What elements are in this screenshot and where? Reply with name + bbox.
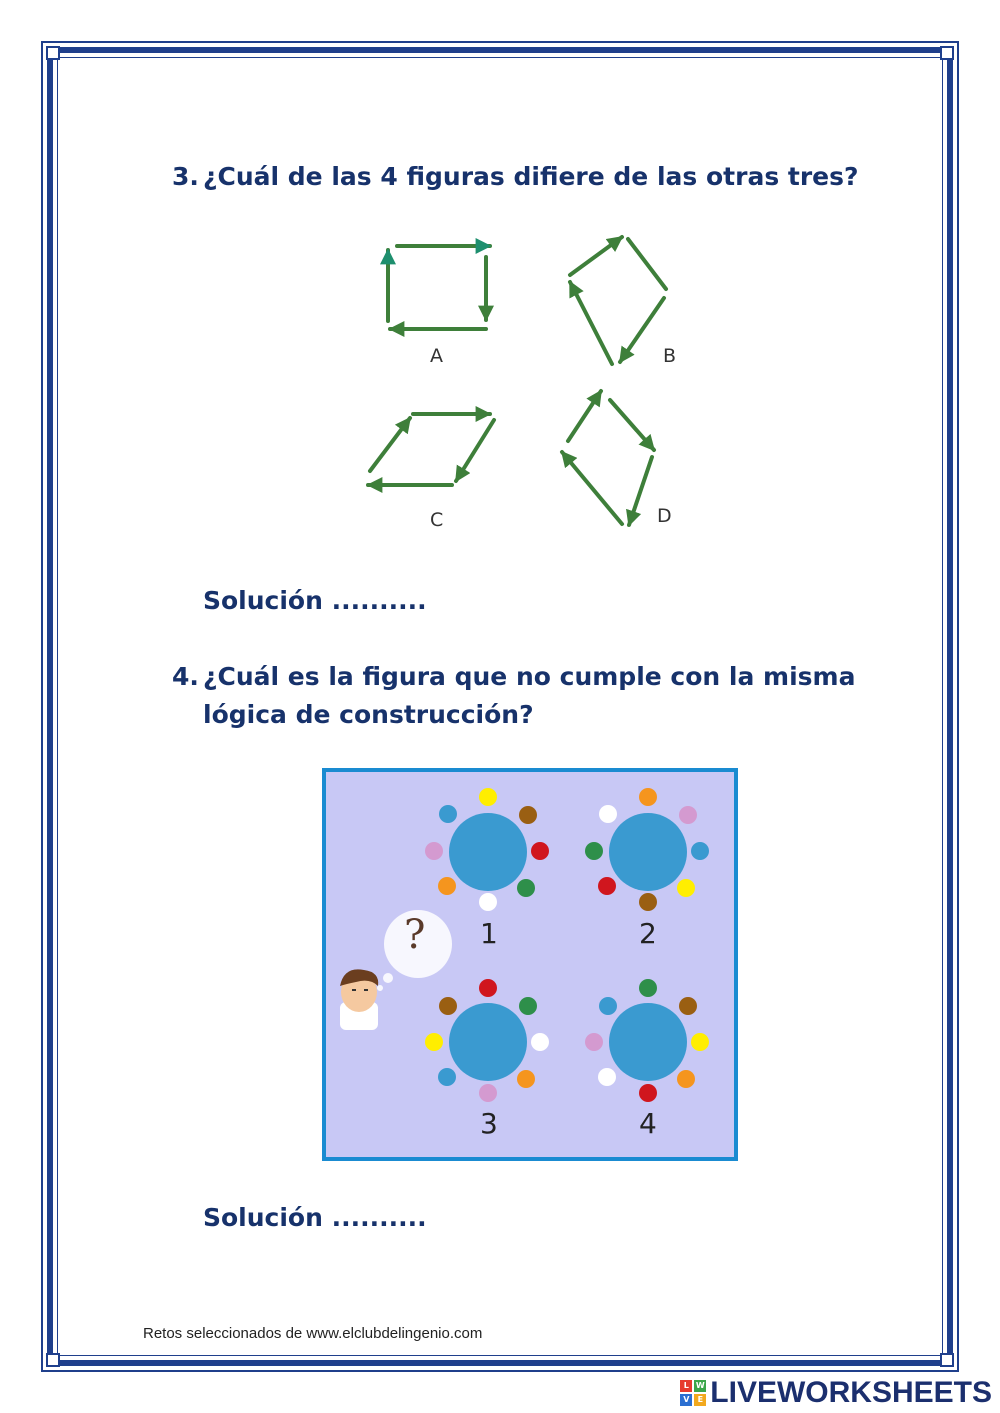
liveworksheets-name: LIVEWORKSHEETS [710, 1376, 992, 1409]
question-4-figures [326, 772, 734, 1157]
figure-4-label: 4 [639, 1107, 657, 1140]
figure-a-label: A [430, 345, 443, 367]
figure-2 [585, 788, 709, 911]
figure-1-label: 1 [480, 917, 498, 950]
figure-b-shape [570, 237, 666, 364]
figure-3 [425, 979, 549, 1102]
thought-question-mark: ? [404, 912, 426, 958]
frame-corner-bottom-right [940, 1353, 954, 1367]
figure-d-shape [562, 391, 654, 525]
liveworksheets-brand[interactable] [680, 1376, 992, 1410]
figure-3-label: 3 [480, 1107, 498, 1140]
figure-4 [585, 979, 709, 1102]
question-3 [172, 158, 859, 196]
liveworksheets-logo-icon: L W V E [680, 1380, 706, 1406]
figure-c-label: C [430, 509, 444, 531]
figure-1 [425, 788, 549, 911]
figure-2-label: 2 [639, 917, 657, 950]
question-4-image [322, 768, 738, 1161]
question-3-solution[interactable]: Solución .......... [203, 586, 427, 615]
question-4 [172, 658, 855, 734]
frame-corner-top-left [46, 46, 60, 60]
question-4-line-1: ¿Cuál es la figura que no cumple con la misma [203, 662, 856, 691]
thinking-person-icon [340, 969, 378, 1030]
footer-credit: Retos seleccionados de www.elclubdelingenio.com [143, 1325, 483, 1342]
figure-c-shape [368, 414, 494, 485]
question-3-number: 3. [172, 162, 199, 191]
figure-a-shape [388, 246, 490, 329]
figure-d-label: D [657, 505, 672, 527]
frame-corner-bottom-left [46, 1353, 60, 1367]
question-4-number: 4. [172, 662, 199, 691]
question-4-solution[interactable]: Solución .......... [203, 1203, 427, 1232]
question-4-line-2: lógica de construcción? [203, 700, 534, 729]
question-3-figures [340, 225, 700, 540]
question-3-text: ¿Cuál de las 4 figuras difiere de las otras tres? [203, 162, 859, 191]
figure-b-label: B [663, 345, 677, 367]
frame-corner-top-right [940, 46, 954, 60]
